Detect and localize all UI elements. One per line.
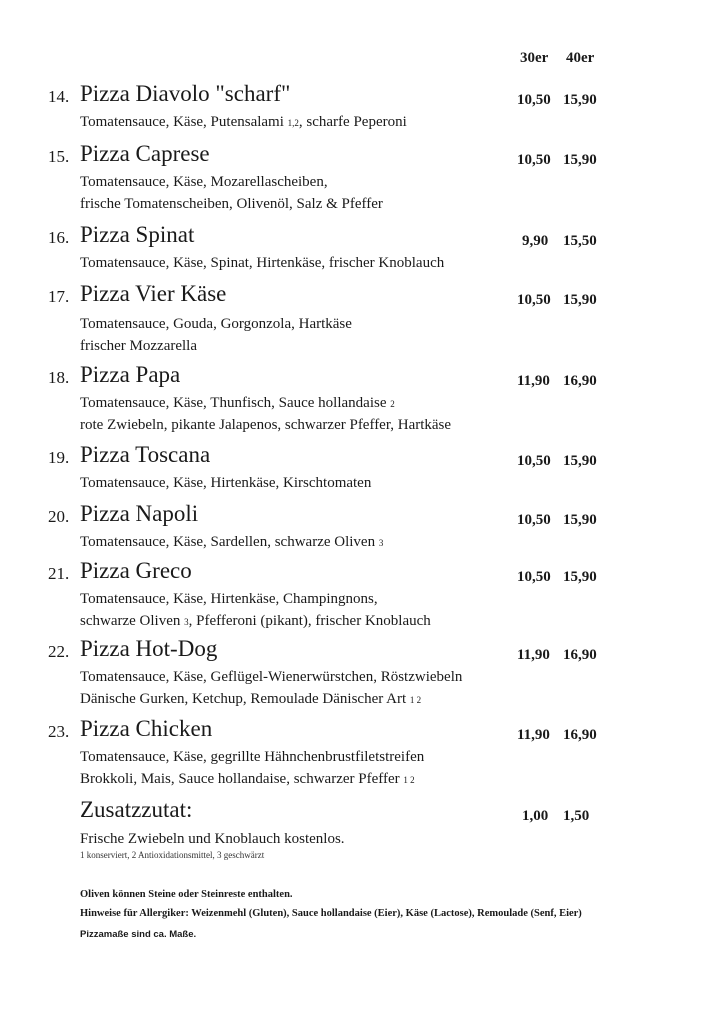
item-description xyxy=(80,531,383,554)
item-title: Pizza Spinat xyxy=(80,222,195,247)
description-text: Tomatensauce, Käse, Sardellen, schwarze Oliven xyxy=(80,534,379,550)
price-40: 15,50 xyxy=(563,233,597,249)
price-30: 10,50 xyxy=(517,152,551,168)
item-description xyxy=(80,171,328,193)
price-30: 10,50 xyxy=(517,453,551,469)
description-text: Tomatensauce, Käse, Putensalami xyxy=(80,114,288,130)
description-text: frische Tomatenscheiben, Olivenöl, Salz & Pfeffer xyxy=(80,196,383,212)
item-number: 15. xyxy=(48,147,70,166)
price-40: 16,90 xyxy=(563,373,597,389)
item-number: 21. xyxy=(48,564,70,583)
sizes-note: Pizzamaße sind ca. Maße. xyxy=(80,929,197,940)
description-text: , scharfe Peperoni xyxy=(298,114,407,130)
price-30: 10,50 xyxy=(517,292,551,308)
item-description xyxy=(80,666,462,688)
description-text: schwarze Oliven xyxy=(80,613,185,629)
price-30: 11,90 xyxy=(517,727,550,743)
item-number: 17. xyxy=(48,287,70,306)
description-text: Tomatensauce, Gouda, Gorgonzola, Hartkäse xyxy=(80,316,352,332)
item-number: 18. xyxy=(48,368,70,387)
description-text: Tomatensauce, Käse, Thunfisch, Sauce hollandaise xyxy=(80,395,391,411)
price-30: 1,00 xyxy=(522,808,549,824)
additives-footnote: 1 konserviert, 2 Antioxidationsmittel, 3 geschwärzt xyxy=(80,850,265,860)
price-40: 16,90 xyxy=(563,647,597,663)
item-number: 16. xyxy=(48,228,70,247)
item-description xyxy=(80,252,444,274)
item-description xyxy=(80,768,415,791)
item-number: 14. xyxy=(48,87,70,106)
description-text: frischer Mozzarella xyxy=(80,338,198,354)
price-40: 15,90 xyxy=(563,152,597,168)
item-number: 23. xyxy=(48,722,70,741)
item-title: Pizza Papa xyxy=(80,362,181,387)
item-description xyxy=(80,610,431,633)
price-30: 10,50 xyxy=(517,92,551,108)
description-text: Tomatensauce, Käse, Hirtenkäse, Champingnons, xyxy=(80,591,378,607)
item-number: 22. xyxy=(48,642,70,661)
item-description xyxy=(80,313,352,335)
description-text: Frische Zwiebeln und Knoblauch kostenlos. xyxy=(80,831,345,847)
price-40: 1,50 xyxy=(563,808,590,824)
item-title: Zusatzzutat: xyxy=(80,797,193,822)
item-description xyxy=(80,828,345,850)
price-30: 9,90 xyxy=(522,233,549,249)
size-header-30: 30er xyxy=(520,50,549,66)
item-title: Pizza Hot-Dog xyxy=(80,636,218,661)
allergen-note: Hinweise für Allergiker: Weizenmehl (Gluten), Sauce hollandaise (Eier), Käse (Lactose), Remoulade (Senf, Eier) xyxy=(80,908,582,919)
price-40: 15,90 xyxy=(563,512,597,528)
additive-marker: 2 xyxy=(390,399,395,409)
description-text: Tomatensauce, Käse, Geflügel-Wienerwürstchen, Röstzwiebeln xyxy=(80,669,463,685)
item-description xyxy=(80,335,197,357)
description-text: , Pfefferoni (pikant), frischer Knoblauch xyxy=(188,613,431,629)
price-30: 10,50 xyxy=(517,569,551,585)
price-30: 11,90 xyxy=(517,373,550,389)
item-description xyxy=(80,746,424,768)
item-description xyxy=(80,414,451,436)
price-40: 15,90 xyxy=(563,453,597,469)
description-text: Dänische Gurken, Ketchup, Remoulade Dänischer Art xyxy=(80,691,410,707)
item-description xyxy=(80,193,383,215)
description-text: rote Zwiebeln, pikante Jalapenos, schwarzer Pfeffer, Hartkäse xyxy=(80,417,452,433)
item-title: Pizza Toscana xyxy=(80,442,211,467)
additive-marker: 3 xyxy=(378,538,384,548)
description-text: Tomatensauce, Käse, Hirtenkäse, Kirschtomaten xyxy=(80,475,372,491)
item-description xyxy=(80,472,371,494)
item-description xyxy=(80,588,378,610)
item-description xyxy=(80,392,395,415)
size-header-40: 40er xyxy=(566,50,595,66)
item-number: 19. xyxy=(48,448,70,467)
price-40: 15,90 xyxy=(563,292,597,308)
item-title: Pizza Vier Käse xyxy=(80,281,227,306)
item-description xyxy=(80,111,407,134)
olives-note: Oliven können Steine oder Steinreste enthalten. xyxy=(80,889,293,900)
description-text: Tomatensauce, Käse, Spinat, Hirtenkäse, frischer Knoblauch xyxy=(80,255,445,271)
additive-marker: 1 2 xyxy=(403,775,415,785)
item-number: 20. xyxy=(48,507,70,526)
price-30: 11,90 xyxy=(517,647,550,663)
additive-marker: 3 xyxy=(184,617,189,627)
item-title: Pizza Napoli xyxy=(80,501,199,526)
price-40: 15,90 xyxy=(563,569,597,585)
description-text: Brokkoli, Mais, Sauce hollandaise, schwarzer Pfeffer xyxy=(80,771,404,787)
description-text: Tomatensauce, Käse, Mozarellascheiben, xyxy=(80,174,328,190)
item-title: Pizza Greco xyxy=(80,558,192,583)
item-title: Pizza Diavolo "scharf" xyxy=(80,81,291,106)
price-30: 10,50 xyxy=(517,512,551,528)
item-description xyxy=(80,688,421,711)
additive-marker: 1 2 xyxy=(409,695,422,705)
price-40: 16,90 xyxy=(563,727,597,743)
description-text: Tomatensauce, Käse, gegrillte Hähnchenbrustfiletstreifen xyxy=(80,749,425,765)
item-title: Pizza Chicken xyxy=(80,716,213,741)
item-title: Pizza Caprese xyxy=(80,141,210,166)
additive-marker: 1,2 xyxy=(287,118,299,128)
price-40: 15,90 xyxy=(563,92,597,108)
